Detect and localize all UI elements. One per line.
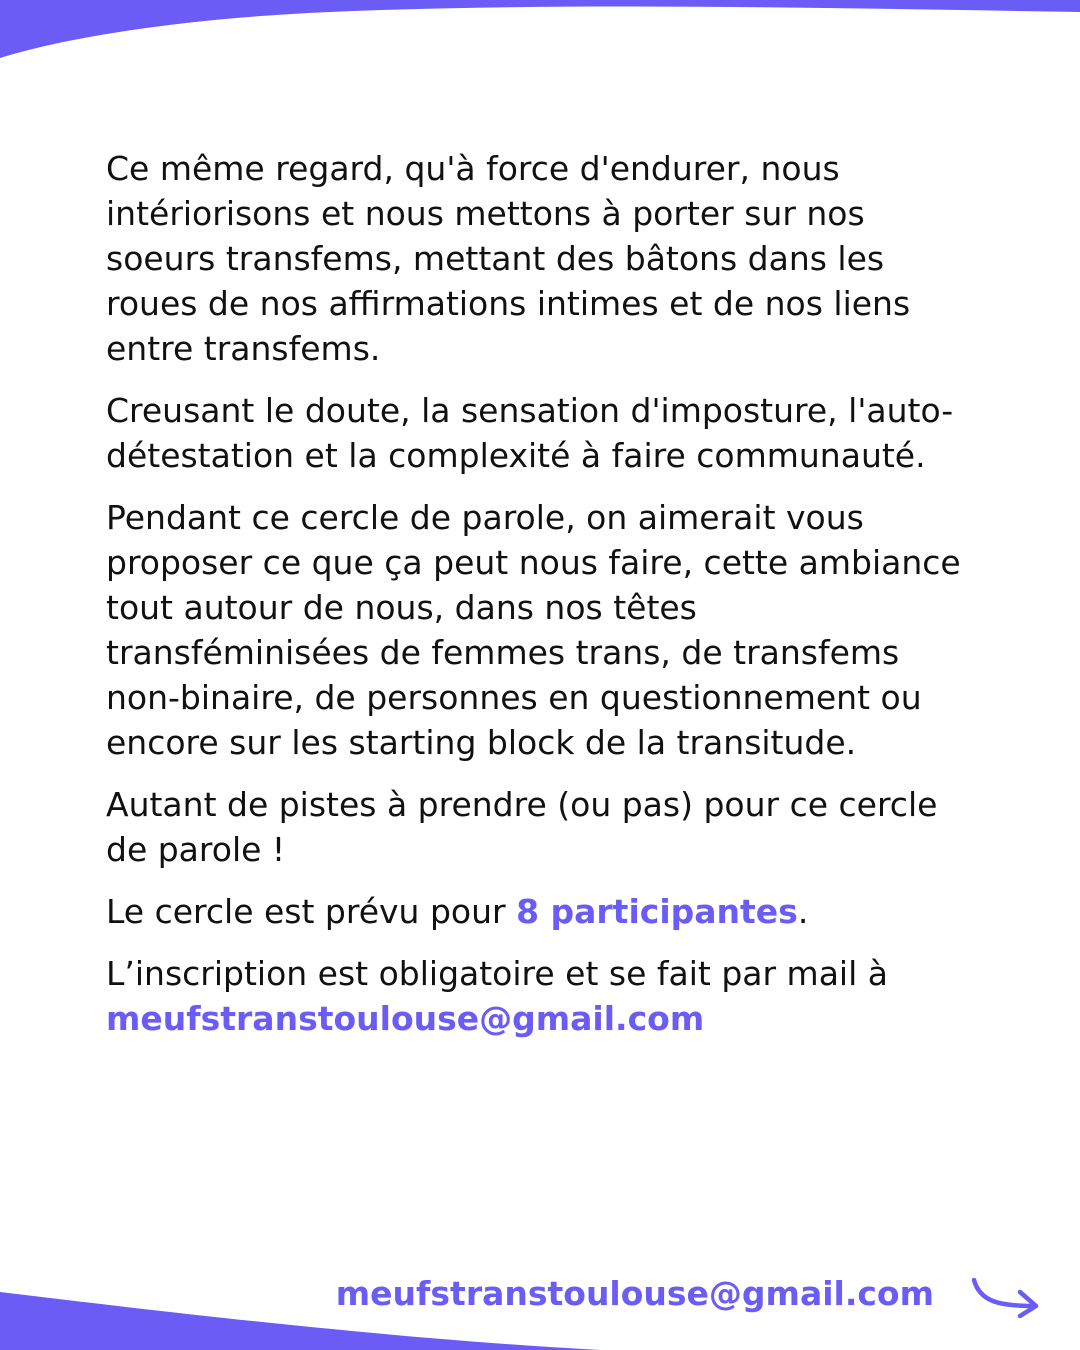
- paragraph-4: Autant de pistes à prendre (ou pas) pour ce cercle de parole !: [106, 785, 938, 869]
- main-content: [106, 146, 966, 1058]
- registration-text: L’inscription est obligatoire et se fait par mail à: [106, 954, 888, 993]
- participant-count: 8 participantes: [516, 892, 798, 931]
- top-wave-decoration: [0, 0, 1080, 70]
- paragraph-5-prefix: Le cercle est prévu pour: [106, 892, 517, 931]
- paragraph-1: Ce même regard, qu'à force d'endurer, nous intériorisons et nous mettons à porter sur nos soeurs transfems, mettant des bâtons dans les roues de nos affirmations intimes et de nos liens entre transfems.: [106, 149, 911, 368]
- paragraph-6: [106, 951, 966, 1041]
- registration-email-link[interactable]: meufstranstoulouse@gmail.com: [106, 999, 705, 1038]
- arrow-right-icon[interactable]: [970, 1272, 1042, 1318]
- paragraph-2: Creusant le doute, la sensation d'imposture, l'auto-détestation et la complexité à faire communauté.: [106, 391, 954, 475]
- paragraph-5: [106, 889, 966, 934]
- footer-email-link[interactable]: meufstranstoulouse@gmail.com: [335, 1274, 934, 1313]
- paragraph-5-suffix: .: [797, 892, 809, 931]
- paragraph-3: Pendant ce cercle de parole, on aimerait vous proposer ce que ça peut nous faire, cette ambiance tout autour de nous, dans nos têtes transféminisées de femmes trans, de transfems non-binaire, de personnes en questionnement ou encore sur les starting block de la transitude.: [106, 498, 961, 762]
